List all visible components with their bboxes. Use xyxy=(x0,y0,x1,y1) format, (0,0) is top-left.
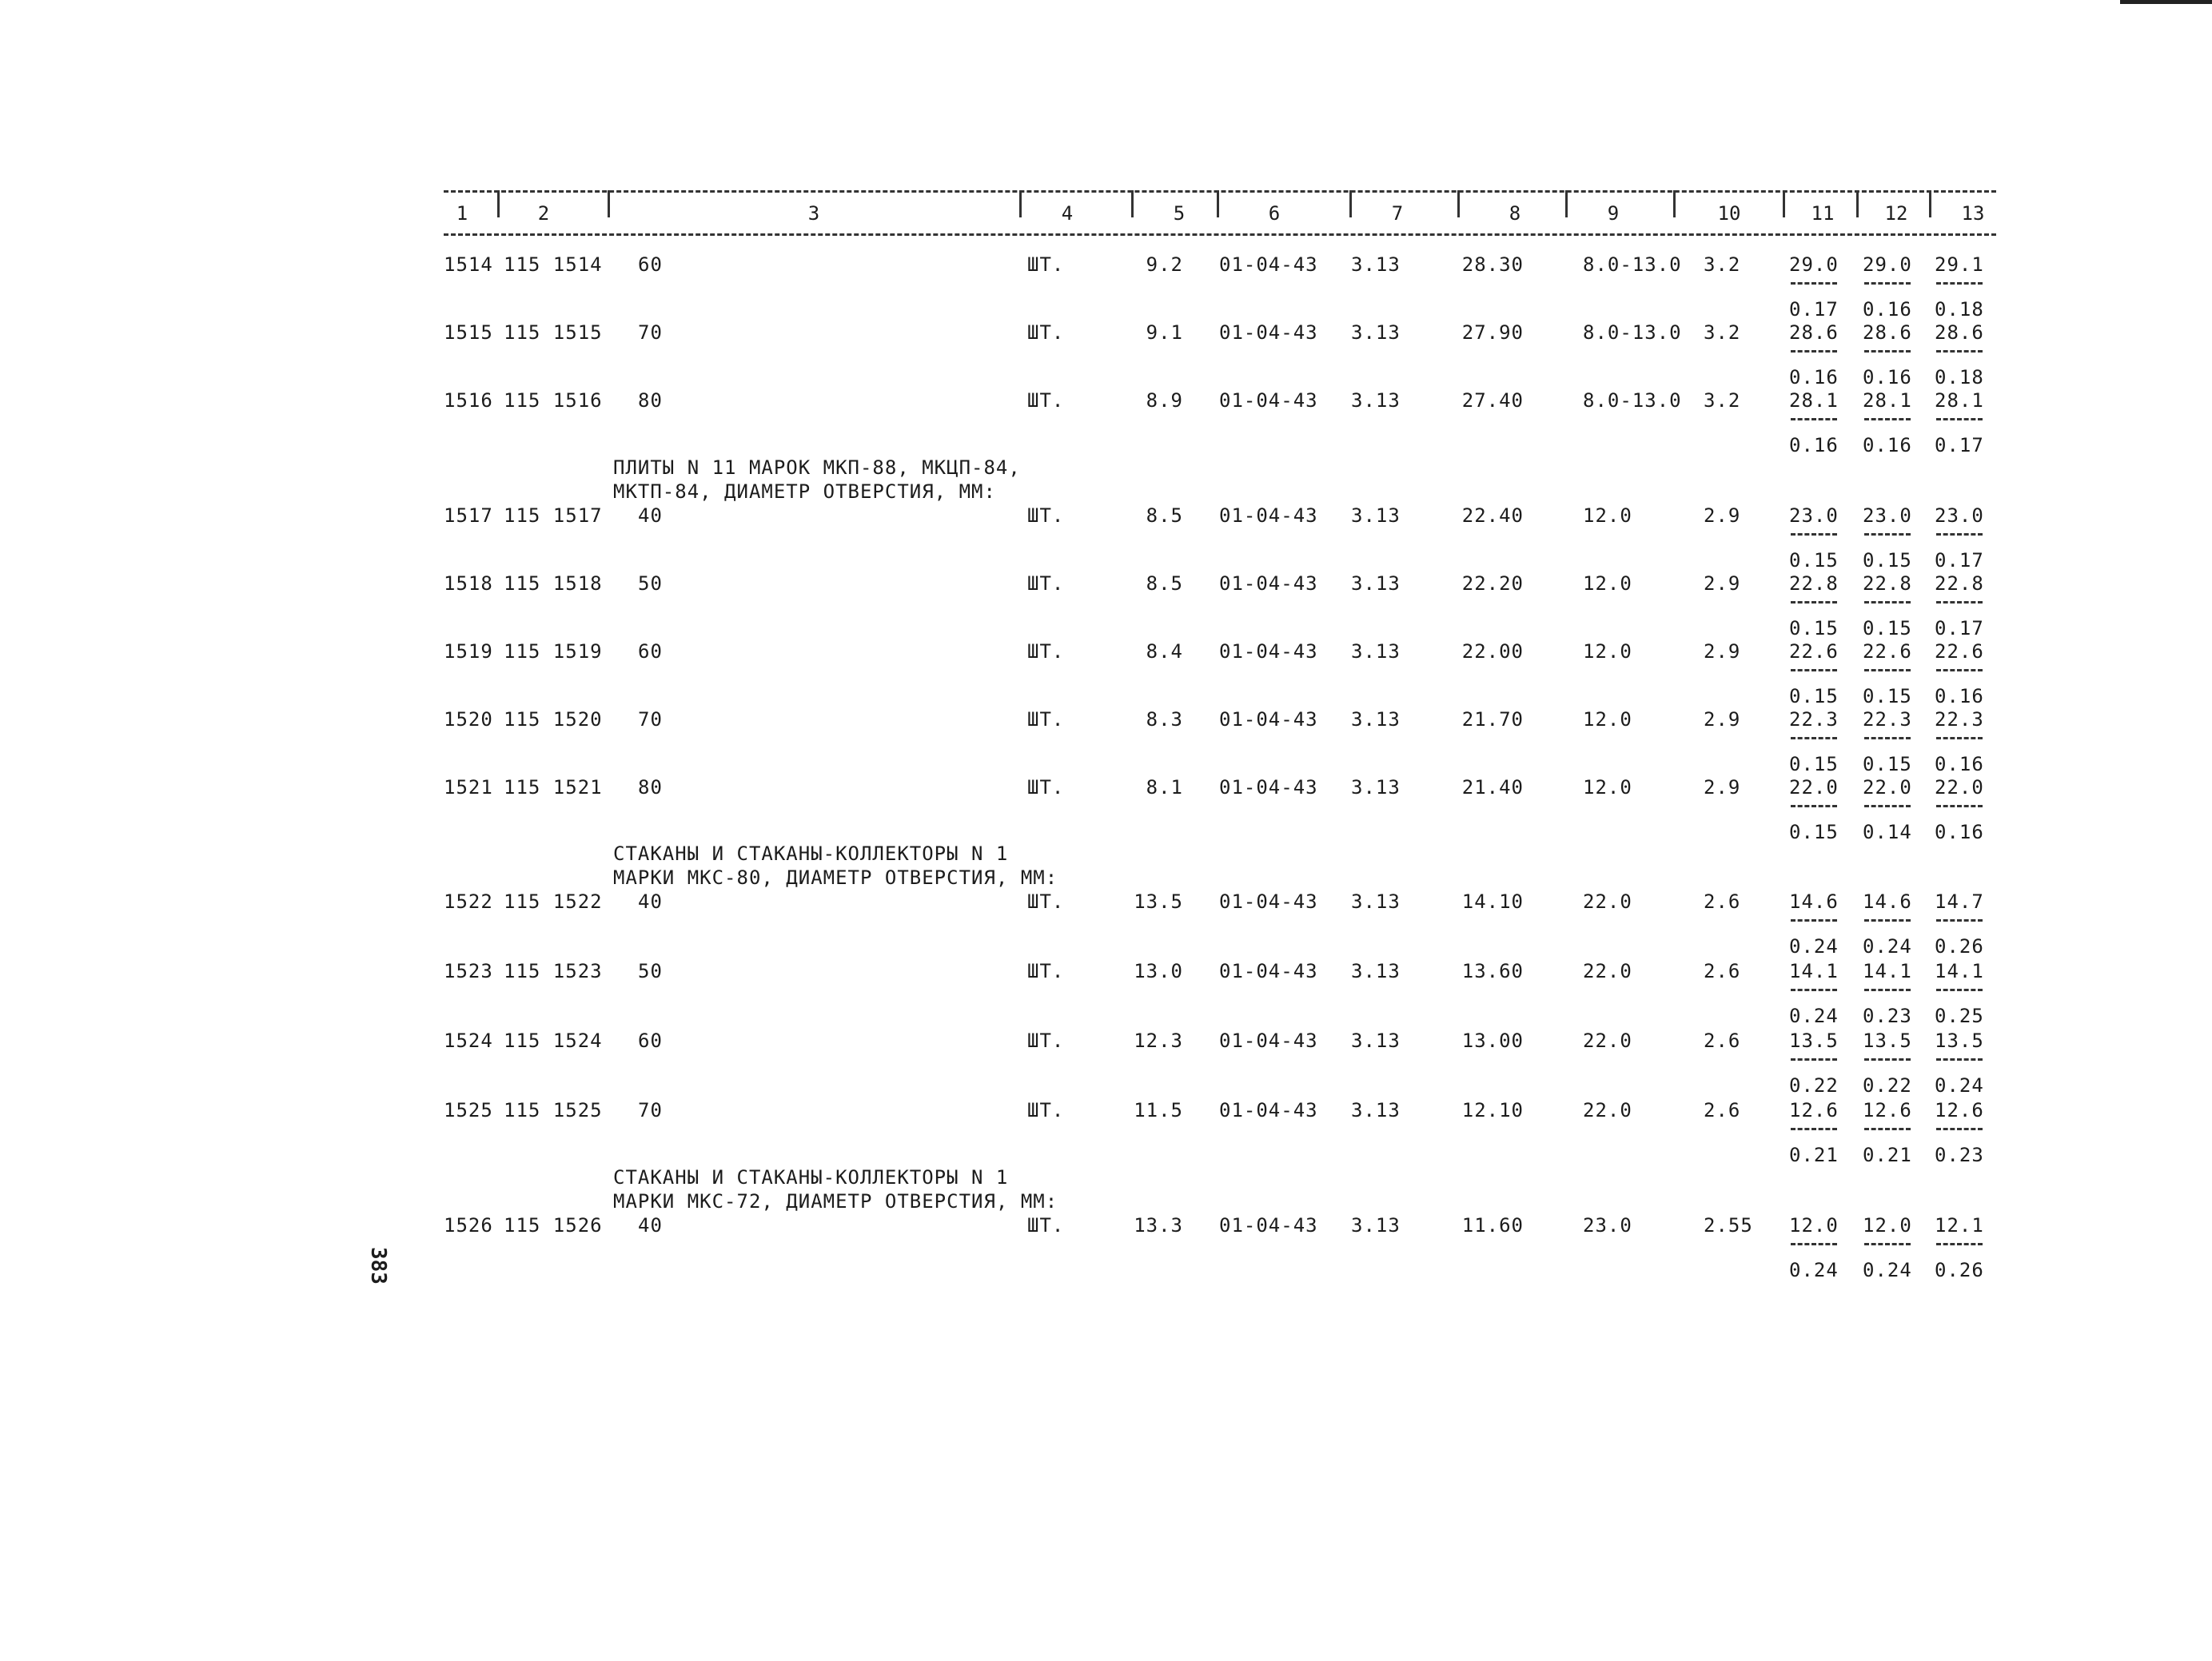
row-c11-top: 14.1 xyxy=(1789,960,1839,982)
row-value-5: 9.1 xyxy=(1146,321,1183,344)
row-diameter: 40 xyxy=(638,890,663,913)
row-value-9: 22.0 xyxy=(1583,960,1632,982)
row-c13-bottom: 0.26 xyxy=(1935,1259,1984,1281)
fraction-line xyxy=(1936,989,1983,991)
row-c11-bottom: 0.24 xyxy=(1789,1259,1839,1281)
row-value-10: 3.2 xyxy=(1704,321,1741,344)
row-value-7: 3.13 xyxy=(1351,572,1401,595)
row-c12-bottom: 0.24 xyxy=(1863,935,1912,958)
section-heading-line: МАРКИ МКС-72, ДИАМЕТР ОТВЕРСТИЯ, ММ: xyxy=(613,1190,1058,1213)
row-c13-bottom: 0.18 xyxy=(1935,298,1984,321)
row-c11-top: 12.0 xyxy=(1789,1214,1839,1237)
row-c13-bottom: 0.16 xyxy=(1935,685,1984,707)
fraction-line xyxy=(1864,919,1911,922)
fraction-line xyxy=(1791,1058,1837,1061)
fraction-line xyxy=(1936,350,1983,353)
fraction-line xyxy=(1791,533,1837,536)
row-value-9: 12.0 xyxy=(1583,572,1632,595)
row-value-6: 01-04-43 xyxy=(1219,776,1318,799)
row-code-2: 115 1514 xyxy=(504,253,603,276)
row-code-2: 115 1515 xyxy=(504,321,603,344)
row-value-5: 8.5 xyxy=(1146,572,1183,595)
section-heading-line: МКТП-84, ДИАМЕТР ОТВЕРСТИЯ, ММ: xyxy=(613,480,996,503)
row-code-2: 115 1517 xyxy=(504,504,603,527)
row-c13-top: 22.6 xyxy=(1935,640,1984,663)
row-value-7: 3.13 xyxy=(1351,321,1401,344)
column-header-3: 3 xyxy=(807,202,820,225)
row-value-8: 12.10 xyxy=(1461,1099,1524,1121)
row-value-10: 2.9 xyxy=(1704,776,1741,799)
fraction-line xyxy=(1936,601,1983,603)
row-diameter: 70 xyxy=(638,708,663,731)
fraction-line xyxy=(1864,350,1911,353)
fraction-line xyxy=(1936,737,1983,739)
row-code-1: 1516 xyxy=(444,389,493,412)
row-value-8: 21.40 xyxy=(1461,776,1524,799)
fraction-line xyxy=(1791,601,1837,603)
row-value-7: 3.13 xyxy=(1351,1214,1401,1237)
row-diameter: 50 xyxy=(638,960,663,982)
row-diameter: 50 xyxy=(638,572,663,595)
column-header-8: 8 xyxy=(1509,202,1521,225)
fraction-line xyxy=(1864,989,1911,991)
row-value-6: 01-04-43 xyxy=(1219,321,1318,344)
row-unit: ШТ. xyxy=(1027,253,1065,276)
row-value-8: 27.40 xyxy=(1461,389,1524,412)
fraction-line xyxy=(1936,533,1983,536)
row-value-10: 3.2 xyxy=(1704,253,1741,276)
row-c11-bottom: 0.15 xyxy=(1789,685,1839,707)
fraction-line xyxy=(1936,1058,1983,1061)
row-c12-top: 28.6 xyxy=(1863,321,1912,344)
row-unit: ШТ. xyxy=(1027,960,1065,982)
row-c13-bottom: 0.17 xyxy=(1935,434,1984,456)
row-value-10: 2.9 xyxy=(1704,640,1741,663)
row-value-5: 13.5 xyxy=(1134,890,1183,913)
row-c12-top: 22.0 xyxy=(1863,776,1912,799)
row-value-7: 3.13 xyxy=(1351,389,1401,412)
fraction-line xyxy=(1791,1243,1837,1245)
column-header-9: 9 xyxy=(1607,202,1620,225)
section-heading-3 xyxy=(613,1165,1058,1213)
row-value-6: 01-04-43 xyxy=(1219,504,1318,527)
column-separator xyxy=(497,190,500,217)
fraction-line xyxy=(1791,805,1837,807)
row-c12-top: 12.6 xyxy=(1863,1099,1912,1121)
fraction-line xyxy=(1864,669,1911,671)
row-code-1: 1526 xyxy=(444,1214,493,1237)
row-unit: ШТ. xyxy=(1027,640,1065,663)
fraction-line xyxy=(1791,1128,1837,1130)
row-c12-top: 22.8 xyxy=(1863,572,1912,595)
row-c11-bottom: 0.17 xyxy=(1789,298,1839,321)
row-c13-top: 22.8 xyxy=(1935,572,1984,595)
row-code-1: 1519 xyxy=(444,640,493,663)
row-code-2: 115 1526 xyxy=(504,1214,603,1237)
row-value-5: 8.4 xyxy=(1146,640,1183,663)
row-value-10: 2.9 xyxy=(1704,708,1741,731)
row-c11-bottom: 0.16 xyxy=(1789,434,1839,456)
page-number: 383 xyxy=(366,1247,390,1285)
row-c13-top: 28.1 xyxy=(1935,389,1984,412)
row-diameter: 40 xyxy=(638,1214,663,1237)
column-separator xyxy=(1929,190,1931,217)
row-c13-bottom: 0.26 xyxy=(1935,935,1984,958)
row-value-5: 13.0 xyxy=(1134,960,1183,982)
row-value-9: 12.0 xyxy=(1583,776,1632,799)
fraction-line xyxy=(1936,805,1983,807)
row-c13-top: 23.0 xyxy=(1935,504,1984,527)
row-c11-top: 12.6 xyxy=(1789,1099,1839,1121)
row-value-7: 3.13 xyxy=(1351,776,1401,799)
fraction-line xyxy=(1864,601,1911,603)
row-value-10: 2.9 xyxy=(1704,572,1741,595)
row-c11-top: 28.6 xyxy=(1789,321,1839,344)
row-c11-bottom: 0.24 xyxy=(1789,935,1839,958)
row-value-8: 27.90 xyxy=(1461,321,1524,344)
fraction-line xyxy=(1936,282,1983,285)
row-c13-bottom: 0.17 xyxy=(1935,549,1984,572)
row-c12-top: 29.0 xyxy=(1863,253,1912,276)
row-unit: ШТ. xyxy=(1027,1099,1065,1121)
row-c13-top: 12.1 xyxy=(1935,1214,1984,1237)
row-c11-top: 22.3 xyxy=(1789,708,1839,731)
row-c11-bottom: 0.21 xyxy=(1789,1144,1839,1166)
row-value-9: 8.0-13.0 xyxy=(1583,253,1682,276)
row-code-2: 115 1520 xyxy=(504,708,603,731)
row-value-6: 01-04-43 xyxy=(1219,1214,1318,1237)
row-value-9: 12.0 xyxy=(1583,640,1632,663)
row-code-2: 115 1523 xyxy=(504,960,603,982)
row-value-9: 22.0 xyxy=(1583,1099,1632,1121)
column-separator xyxy=(1131,190,1134,217)
column-separator xyxy=(1349,190,1352,217)
row-c12-bottom: 0.22 xyxy=(1863,1074,1912,1097)
row-value-7: 3.13 xyxy=(1351,640,1401,663)
row-value-9: 22.0 xyxy=(1583,1030,1632,1052)
row-unit: ШТ. xyxy=(1027,776,1065,799)
fraction-line xyxy=(1936,919,1983,922)
fraction-line xyxy=(1936,1128,1983,1130)
row-value-5: 8.5 xyxy=(1146,504,1183,527)
row-code-2: 115 1525 xyxy=(504,1099,603,1121)
row-diameter: 70 xyxy=(638,1099,663,1121)
column-header-11: 11 xyxy=(1811,202,1835,225)
fraction-line xyxy=(1791,350,1837,353)
row-diameter: 70 xyxy=(638,321,663,344)
column-header-6: 6 xyxy=(1268,202,1281,225)
row-unit: ШТ. xyxy=(1027,321,1065,344)
column-header-1: 1 xyxy=(456,202,468,225)
row-value-6: 01-04-43 xyxy=(1219,572,1318,595)
row-c13-top: 22.3 xyxy=(1935,708,1984,731)
fraction-line xyxy=(1864,1243,1911,1245)
fraction-line xyxy=(1791,669,1837,671)
row-c13-bottom: 0.16 xyxy=(1935,753,1984,775)
row-code-1: 1524 xyxy=(444,1030,493,1052)
fraction-line xyxy=(1864,282,1911,285)
row-diameter: 60 xyxy=(638,640,663,663)
row-value-8: 28.30 xyxy=(1461,253,1524,276)
section-heading-line: МАРКИ МКС-80, ДИАМЕТР ОТВЕРСТИЯ, ММ: xyxy=(613,866,1058,889)
row-value-7: 3.13 xyxy=(1351,960,1401,982)
row-c11-top: 22.8 xyxy=(1789,572,1839,595)
row-c11-bottom: 0.22 xyxy=(1789,1074,1839,1097)
row-value-5: 8.3 xyxy=(1146,708,1183,731)
row-c13-top: 14.7 xyxy=(1935,890,1984,913)
column-separator xyxy=(1019,190,1022,217)
row-c11-top: 22.0 xyxy=(1789,776,1839,799)
row-diameter: 80 xyxy=(638,389,663,412)
row-c12-bottom: 0.15 xyxy=(1863,753,1912,775)
row-code-2: 115 1524 xyxy=(504,1030,603,1052)
row-c13-top: 22.0 xyxy=(1935,776,1984,799)
row-value-7: 3.13 xyxy=(1351,708,1401,731)
fraction-line xyxy=(1864,1128,1911,1130)
column-separator xyxy=(1217,190,1219,217)
row-value-6: 01-04-43 xyxy=(1219,708,1318,731)
row-c12-bottom: 0.24 xyxy=(1863,1259,1912,1281)
row-value-8: 22.20 xyxy=(1461,572,1524,595)
row-c12-bottom: 0.15 xyxy=(1863,685,1912,707)
row-c12-bottom: 0.21 xyxy=(1863,1144,1912,1166)
row-code-2: 115 1516 xyxy=(504,389,603,412)
row-value-7: 3.13 xyxy=(1351,504,1401,527)
row-value-8: 22.40 xyxy=(1461,504,1524,527)
column-header-13: 13 xyxy=(1961,202,1985,225)
row-value-10: 2.6 xyxy=(1704,1030,1741,1052)
row-c12-bottom: 0.15 xyxy=(1863,549,1912,572)
fraction-line xyxy=(1791,989,1837,991)
row-value-9: 12.0 xyxy=(1583,504,1632,527)
section-heading-line: СТАКАНЫ И СТАКАНЫ-КОЛЛЕКТОРЫ N 1 xyxy=(613,842,1009,865)
column-header-5: 5 xyxy=(1173,202,1186,225)
row-code-1: 1522 xyxy=(444,890,493,913)
section-heading-1 xyxy=(613,456,1021,504)
row-unit: ШТ. xyxy=(1027,389,1065,412)
row-code-2: 115 1522 xyxy=(504,890,603,913)
row-value-6: 01-04-43 xyxy=(1219,253,1318,276)
row-code-2: 115 1519 xyxy=(504,640,603,663)
fraction-line xyxy=(1791,919,1837,922)
row-c11-bottom: 0.15 xyxy=(1789,821,1839,843)
row-c12-bottom: 0.16 xyxy=(1863,434,1912,456)
row-diameter: 60 xyxy=(638,253,663,276)
column-separator xyxy=(1856,190,1859,217)
row-c12-bottom: 0.16 xyxy=(1863,298,1912,321)
section-heading-line: ПЛИТЫ N 11 МАРОК МКП-88, МКЦП-84, xyxy=(613,456,1021,479)
column-separator xyxy=(1783,190,1785,217)
row-value-10: 2.9 xyxy=(1704,504,1741,527)
row-value-5: 8.1 xyxy=(1146,776,1183,799)
row-value-6: 01-04-43 xyxy=(1219,1099,1318,1121)
row-c13-top: 28.6 xyxy=(1935,321,1984,344)
fraction-line xyxy=(1864,533,1911,536)
fraction-line xyxy=(1791,282,1837,285)
row-unit: ШТ. xyxy=(1027,1214,1065,1237)
row-code-1: 1521 xyxy=(444,776,493,799)
section-heading-2 xyxy=(613,842,1058,890)
row-value-7: 3.13 xyxy=(1351,1099,1401,1121)
column-header-4: 4 xyxy=(1061,202,1074,225)
row-code-2: 115 1518 xyxy=(504,572,603,595)
row-value-9: 12.0 xyxy=(1583,708,1632,731)
row-value-9: 22.0 xyxy=(1583,890,1632,913)
row-c13-bottom: 0.18 xyxy=(1935,366,1984,388)
row-value-5: 13.3 xyxy=(1134,1214,1183,1237)
row-value-7: 3.13 xyxy=(1351,253,1401,276)
row-c13-top: 14.1 xyxy=(1935,960,1984,982)
row-code-2: 115 1521 xyxy=(504,776,603,799)
column-header-10: 10 xyxy=(1717,202,1741,225)
row-value-8: 14.10 xyxy=(1461,890,1524,913)
fraction-line xyxy=(1864,418,1911,420)
column-separator xyxy=(608,190,610,217)
row-c12-bottom: 0.14 xyxy=(1863,821,1912,843)
row-value-8: 11.60 xyxy=(1461,1214,1524,1237)
fraction-line xyxy=(1791,418,1837,420)
column-separator xyxy=(1565,190,1568,217)
row-unit: ШТ. xyxy=(1027,708,1065,731)
row-c12-bottom: 0.16 xyxy=(1863,366,1912,388)
fraction-line xyxy=(1864,737,1911,739)
column-header-2: 2 xyxy=(537,202,550,225)
row-c12-top: 13.5 xyxy=(1863,1030,1912,1052)
row-c13-top: 12.6 xyxy=(1935,1099,1984,1121)
row-value-7: 3.13 xyxy=(1351,890,1401,913)
row-c11-bottom: 0.16 xyxy=(1789,366,1839,388)
row-c13-bottom: 0.24 xyxy=(1935,1074,1984,1097)
row-c11-top: 28.1 xyxy=(1789,389,1839,412)
fraction-line xyxy=(1864,1058,1911,1061)
row-value-5: 8.9 xyxy=(1146,389,1183,412)
row-c12-bottom: 0.23 xyxy=(1863,1005,1912,1027)
row-c11-bottom: 0.15 xyxy=(1789,753,1839,775)
row-value-6: 01-04-43 xyxy=(1219,1030,1318,1052)
section-heading-line: СТАКАНЫ И СТАКАНЫ-КОЛЛЕКТОРЫ N 1 xyxy=(613,1166,1009,1189)
fraction-line xyxy=(1791,737,1837,739)
row-value-10: 2.6 xyxy=(1704,960,1741,982)
column-header-12: 12 xyxy=(1884,202,1908,225)
row-code-1: 1518 xyxy=(444,572,493,595)
row-unit: ШТ. xyxy=(1027,504,1065,527)
row-unit: ШТ. xyxy=(1027,1030,1065,1052)
row-value-6: 01-04-43 xyxy=(1219,960,1318,982)
row-value-10: 3.2 xyxy=(1704,389,1741,412)
row-value-9: 8.0-13.0 xyxy=(1583,389,1682,412)
row-c12-bottom: 0.15 xyxy=(1863,617,1912,639)
row-code-1: 1517 xyxy=(444,504,493,527)
row-c11-top: 14.6 xyxy=(1789,890,1839,913)
row-value-7: 3.13 xyxy=(1351,1030,1401,1052)
row-c11-bottom: 0.15 xyxy=(1789,549,1839,572)
row-c11-top: 29.0 xyxy=(1789,253,1839,276)
row-c12-top: 22.3 xyxy=(1863,708,1912,731)
row-unit: ШТ. xyxy=(1027,890,1065,913)
row-unit: ШТ. xyxy=(1027,572,1065,595)
row-c11-top: 23.0 xyxy=(1789,504,1839,527)
row-value-6: 01-04-43 xyxy=(1219,890,1318,913)
row-c13-bottom: 0.17 xyxy=(1935,617,1984,639)
row-c13-top: 13.5 xyxy=(1935,1030,1984,1052)
row-diameter: 60 xyxy=(638,1030,663,1052)
column-separator xyxy=(1457,190,1460,217)
row-c12-top: 12.0 xyxy=(1863,1214,1912,1237)
row-value-9: 8.0-13.0 xyxy=(1583,321,1682,344)
row-value-8: 22.00 xyxy=(1461,640,1524,663)
row-c12-top: 14.1 xyxy=(1863,960,1912,982)
row-code-1: 1520 xyxy=(444,708,493,731)
row-c13-top: 29.1 xyxy=(1935,253,1984,276)
row-value-10: 2.6 xyxy=(1704,890,1741,913)
row-c13-bottom: 0.16 xyxy=(1935,821,1984,843)
column-separator xyxy=(1673,190,1676,217)
row-c12-top: 23.0 xyxy=(1863,504,1912,527)
column-header-7: 7 xyxy=(1391,202,1404,225)
header-bottom-rule xyxy=(444,233,1996,236)
row-code-1: 1525 xyxy=(444,1099,493,1121)
row-value-9: 23.0 xyxy=(1583,1214,1632,1237)
row-c12-top: 14.6 xyxy=(1863,890,1912,913)
row-diameter: 80 xyxy=(638,776,663,799)
row-value-5: 9.2 xyxy=(1146,253,1183,276)
row-code-1: 1514 xyxy=(444,253,493,276)
fraction-line xyxy=(1864,805,1911,807)
row-c12-top: 22.6 xyxy=(1863,640,1912,663)
header-top-rule xyxy=(444,190,1996,193)
row-c12-top: 28.1 xyxy=(1863,389,1912,412)
row-code-1: 1515 xyxy=(444,321,493,344)
fraction-line xyxy=(1936,418,1983,420)
row-c11-bottom: 0.24 xyxy=(1789,1005,1839,1027)
row-value-8: 13.00 xyxy=(1461,1030,1524,1052)
fraction-line xyxy=(1936,669,1983,671)
row-value-5: 12.3 xyxy=(1134,1030,1183,1052)
row-diameter: 40 xyxy=(638,504,663,527)
row-c11-top: 22.6 xyxy=(1789,640,1839,663)
row-c11-bottom: 0.15 xyxy=(1789,617,1839,639)
row-c11-top: 13.5 xyxy=(1789,1030,1839,1052)
row-code-1: 1523 xyxy=(444,960,493,982)
row-value-8: 21.70 xyxy=(1461,708,1524,731)
row-value-10: 2.55 xyxy=(1704,1214,1753,1237)
fraction-line xyxy=(1936,1243,1983,1245)
row-value-8: 13.60 xyxy=(1461,960,1524,982)
row-value-10: 2.6 xyxy=(1704,1099,1741,1121)
row-c13-bottom: 0.25 xyxy=(1935,1005,1984,1027)
row-value-6: 01-04-43 xyxy=(1219,389,1318,412)
row-value-5: 11.5 xyxy=(1134,1099,1183,1121)
row-c13-bottom: 0.23 xyxy=(1935,1144,1984,1166)
corner-rule xyxy=(2120,0,2212,4)
row-value-6: 01-04-43 xyxy=(1219,640,1318,663)
